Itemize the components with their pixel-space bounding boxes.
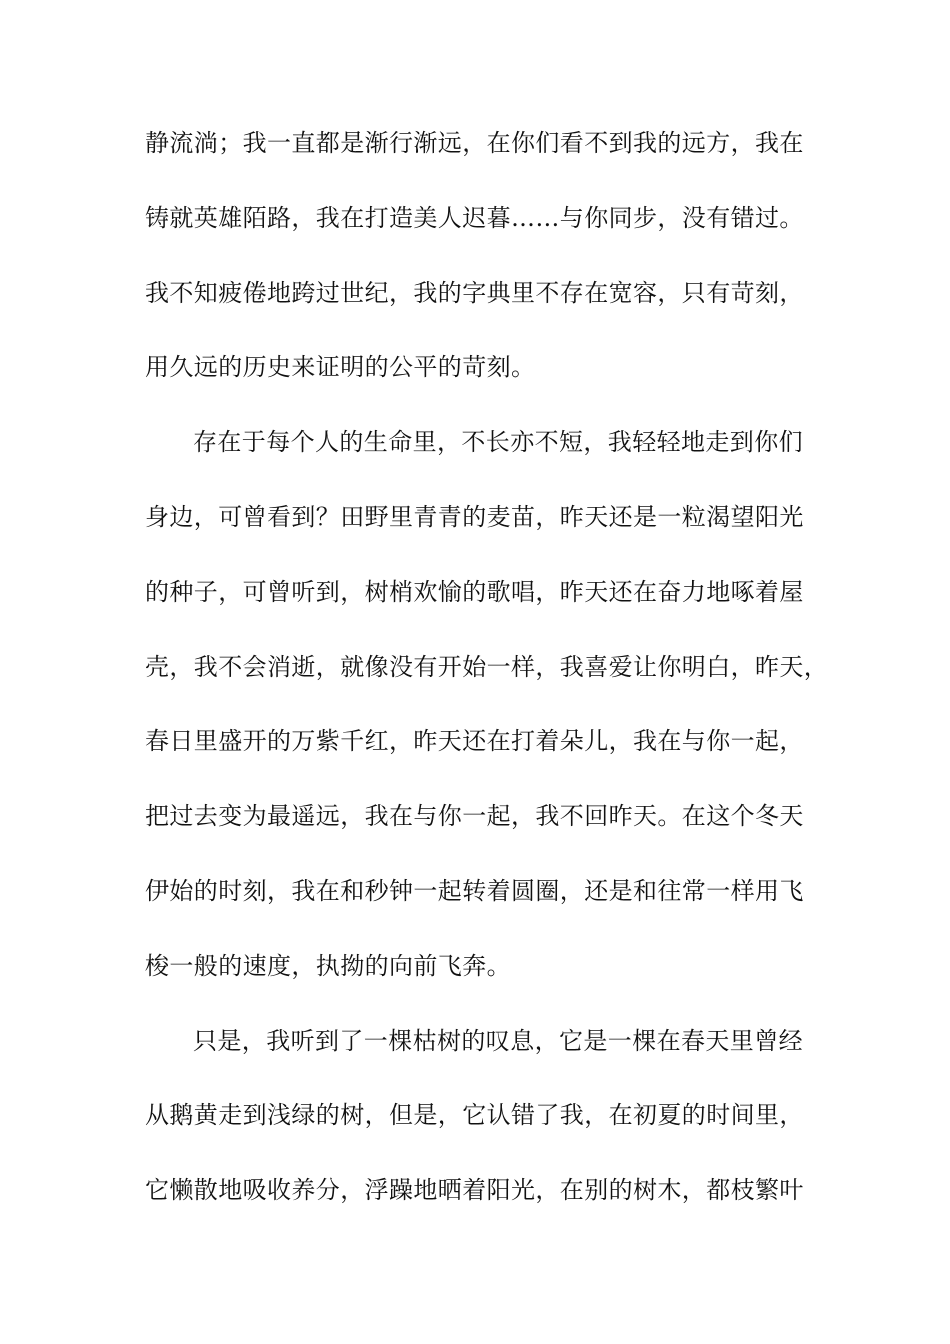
text-line: 梭一般的速度，执拗的向前飞奔。 bbox=[145, 951, 511, 980]
text-line: 伊始的时刻，我在和秒钟一起转着圆圈，还是和往常一样用飞 bbox=[145, 876, 804, 905]
paragraph-start-line: 只是，我听到了一棵枯树的叹息，它是一棵在春天里曾经 bbox=[193, 1026, 803, 1055]
text-line: 从鹅黄走到浅绿的树，但是，它认错了我，在初夏的时间里， bbox=[145, 1101, 804, 1130]
text-line: 壳，我不会消逝，就像没有开始一样，我喜爱让你明白，昨天， bbox=[145, 652, 829, 681]
text-line: 身边，可曾看到？田野里青青的麦苗，昨天还是一粒渴望阳光 bbox=[145, 502, 804, 531]
text-line: 春日里盛开的万紫千红，昨天还在打着朵儿，我在与你一起， bbox=[145, 727, 804, 756]
text-line: 静流淌；我一直都是渐行渐远，在你们看不到我的远方，我在 bbox=[145, 129, 804, 157]
paragraph-start-line: 存在于每个人的生命里，不长亦不短，我轻轻地走到你们 bbox=[193, 428, 803, 457]
body-text bbox=[145, 128, 835, 1250]
text-line: 它懒散地吸收养分，浮躁地晒着阳光，在别的树木，都枝繁叶 bbox=[145, 1176, 804, 1205]
text-line: 用久远的历史来证明的公平的苛刻。 bbox=[145, 353, 536, 382]
text-line: 我不知疲倦地跨过世纪，我的字典里不存在宽容，只有苛刻， bbox=[145, 278, 804, 307]
text-line: 把过去变为最遥远，我在与你一起，我不回昨天。在这个冬天 bbox=[145, 802, 804, 831]
text-line: 铸就英雄陌路，我在打造美人迟暮……与你同步，没有错过。 bbox=[145, 203, 804, 232]
text-line: 的种子，可曾听到，树梢欢愉的歌唱，昨天还在奋力地啄着屋 bbox=[145, 577, 804, 606]
